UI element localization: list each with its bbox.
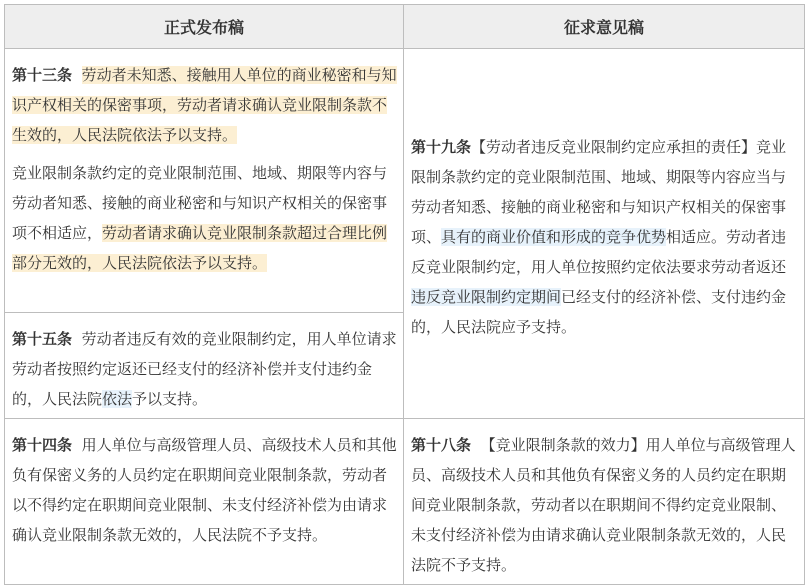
article-13-para-1 bbox=[12, 60, 397, 150]
article-13-para-2 bbox=[12, 158, 397, 278]
article-text: 劳动者违反有效的竞业限制约定，用人单位请求劳动者按照约定返还已经支付的经济补偿并支付违约金的，人民法院 bbox=[12, 330, 397, 408]
highlighted-text: 违反竞业限制约定期间 bbox=[411, 288, 562, 306]
comparison-table bbox=[4, 4, 805, 585]
column-header-draft: 征求意见稿 bbox=[404, 5, 805, 49]
header-row bbox=[5, 5, 805, 49]
cell-article-14 bbox=[5, 419, 404, 585]
article-text: 予以支持。 bbox=[132, 390, 208, 408]
cell-article-18 bbox=[404, 419, 805, 585]
table-row bbox=[5, 49, 805, 313]
article-number: 第十三条 bbox=[12, 66, 73, 84]
cell-article-19 bbox=[404, 49, 805, 419]
article-15-para bbox=[12, 324, 397, 414]
column-header-official: 正式发布稿 bbox=[5, 5, 404, 49]
article-number: 第十四条 bbox=[12, 436, 73, 454]
highlighted-text: 劳动者未知悉、接触用人单位的商业秘密和与知识产权相关的保密事项，劳动者请求确认竞业限制条款不生效的，人民法院依法予以支持。 bbox=[12, 66, 397, 144]
highlighted-text: 依法 bbox=[102, 390, 133, 408]
article-number: 第十八条 bbox=[411, 436, 472, 454]
article-number: 第十五条 bbox=[12, 330, 73, 348]
article-14-para bbox=[12, 430, 397, 550]
article-18-para bbox=[411, 430, 798, 580]
cell-article-15 bbox=[5, 313, 404, 419]
article-text: 用人单位与高级管理人员、高级技术人员和其他负有保密义务的人员约定在职期间竞业限制条款，劳动者以不得约定在职期间竞业限制、未支付经济补偿为由请求确认竞业限制条款无效的，人民法院不予支持。 bbox=[12, 436, 397, 544]
cell-article-13 bbox=[5, 49, 404, 313]
highlighted-text: 劳动者请求确认竞业限制条款超过合理比例部分无效的，人民法院依法予以支持。 bbox=[12, 224, 388, 272]
article-text: 相适应。劳动者违反竞业限制约定，用人单位按照约定依法要求劳动者返还 bbox=[411, 228, 787, 276]
article-text: 【劳动者违反竞业限制约定应承担的责任】竞业限制条款约定的竞业限制范围、地域、期限等内容应当与劳动者知悉、接触的商业秘密和与知识产权相关的保密事项、 bbox=[411, 138, 787, 246]
article-text: 【竞业限制条款的效力】用人单位与高级管理人员、高级技术人员和其他负有保密义务的人员约定在职期间竞业限制条款，劳动者以在职期间不得约定竞业限制、未支付经济补偿为由请求确认竞业限制条款无效的，人民法院不予支持。 bbox=[411, 436, 796, 574]
table-row bbox=[5, 419, 805, 585]
article-text: 竞业限制条款约定的竞业限制范围、地域、期限等内容与劳动者知悉、接触的商业秘密和与知识产权相关的保密事项不相适应， bbox=[12, 164, 388, 242]
article-19-para bbox=[411, 132, 798, 342]
highlighted-text: 具有的商业价值和形成的竞争优势 bbox=[441, 228, 667, 246]
article-number: 第十九条 bbox=[411, 138, 472, 156]
article-text: 已经支付的经济补偿、支付违约金的，人民法院应予支持。 bbox=[411, 288, 787, 336]
